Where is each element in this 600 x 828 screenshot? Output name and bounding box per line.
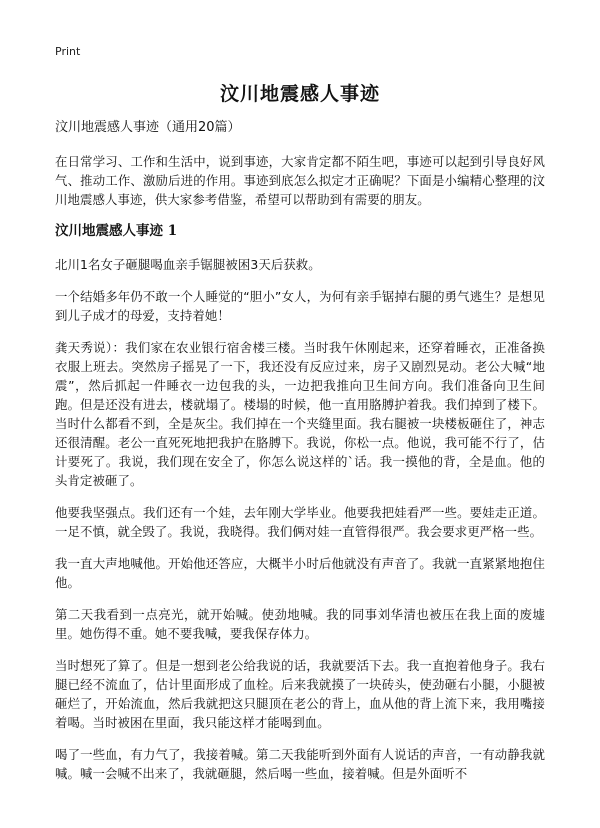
story-paragraph: 他要我坚强点。我们还有一个娃，去年刚大学毕业。他要我把娃看严一些。要娃走正道。一足不慎，就全毁了。我说，我晓得。我们俩对娃一直管得很严。我会要求更严格一些。	[55, 505, 545, 539]
print-link[interactable]: Print	[55, 45, 81, 58]
section-heading: 汶川地震感人事迹 1	[55, 223, 178, 239]
document-body	[55, 119, 545, 796]
story-paragraph: 当时想死了算了。但是一想到老公给我说的话，我就要活下去。我一直抱着他身子。我右腿已经不流血了，估计里面形成了血栓。后来我就摸了一块砖头，使劲砸右小腿，小腿被砸烂了，开始流血，然后我就把这只腿顶在老公的背上，血从他的背上流下来，我用嘴接着喝。当时被困在里面，我只能这样才能喝到血。	[55, 658, 545, 730]
story-paragraph: 我一直大声地喊他。开始他还答应，大概半小时后他就没有声音了。我就一直紧紧地抱住他。	[55, 556, 545, 590]
story-paragraph: 第二天我看到一点亮光，就开始喊。使劲地喊。我的同事刘华清也被压在我上面的废墟里。她伤得不重。她不要我喊，要我保存体力。	[55, 607, 545, 641]
story-paragraph: 一个结婚多年仍不敢一个人睡觉的“胆小”女人，为何有亲手锯掉右腿的勇气逃生？是想见到儿子成才的母爱，支持着她！	[55, 289, 545, 323]
page-title: 汶川地震感人事迹	[219, 83, 380, 105]
document-subtitle: 汶川地震感人事迹（通用20篇）	[55, 120, 241, 135]
story-paragraph: 喝了一些血，有力气了，我接着喊。第二天我能听到外面有人说话的声音，一有动静我就喊。喊一会喊不出来了，我就砸腿，然后喝一些血，接着喊。但是外面听不	[55, 747, 545, 781]
intro-paragraph: 在日常学习、工作和生活中，说到事迹，大家肯定都不陌生吧，事迹可以起到引导良好风气、推动工作、激励后进的作用。事迹到底怎么拟定才正确呢？下面是小编精心整理的汶川地震感人事迹，供大家参考借鉴，希望可以帮助到有需要的朋友。	[55, 154, 545, 207]
story-paragraph: 北川1名女子砸腿喝血亲手锯腿被困3天后获救。	[55, 257, 321, 272]
story-paragraph: 龚天秀说）：我们家在农业银行宿舍楼三楼。当时我午休刚起来，还穿着睡衣，正准备换衣服上班去。突然房子摇晃了一下，我还没有反应过来，房子又剧烈晃动。老公大喊“地震”，然后抓起一件睡衣一边包我的头，一边把我推向卫生间方向。我们准备向卫生间跑。但是还没有进去，楼就塌了。楼塌的时候，他一直用胳膊护着我。我们掉到了楼下。当时什么都看不到，全是灰尘。我们掉在一个夹缝里面。我右腿被一块楼板砸住了，神志还很清醒。老公一直死死地把我护在胳膊下。我说，你松一点。他说，我可能不行了，估计要死了。我说，我们现在安全了，你怎么说这样的`话。我一摸他的背，全是血。他的头肯定被砸了。	[55, 340, 545, 488]
